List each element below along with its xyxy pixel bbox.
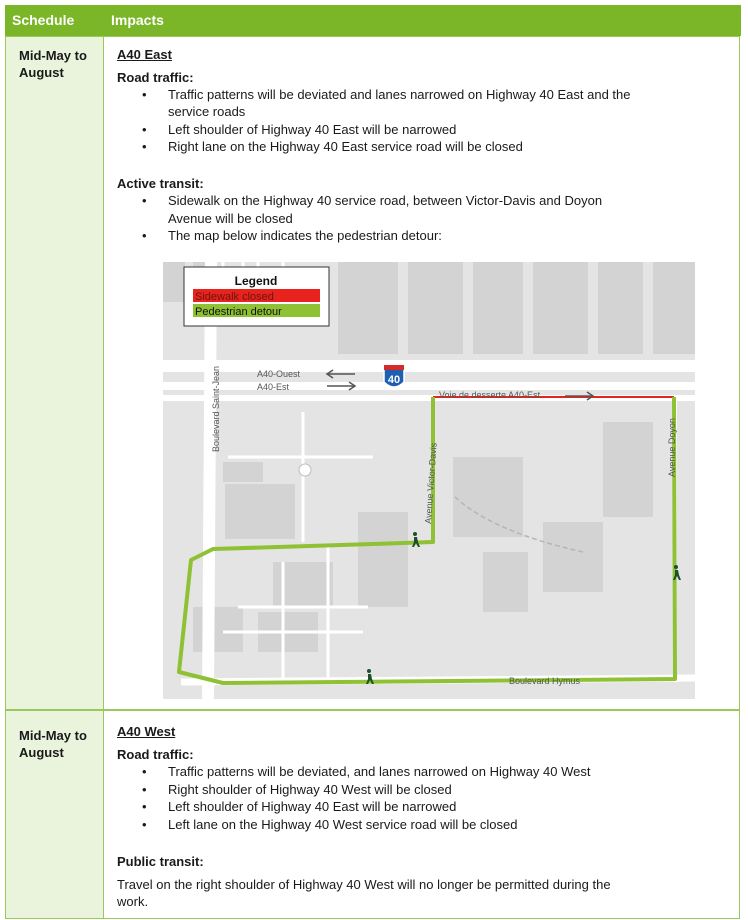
schedule-cell [6, 37, 104, 709]
list-item: Left lane on the Highway 40 West service road will be closed [168, 817, 518, 832]
list-item: Left shoulder of Highway 40 East will be narrowed [168, 799, 457, 814]
table-row-a40-west: Mid-May to August A40 West Road traffic: • Traffic patterns will be deviated, and lanes narrowed on Highway 40 West • Right shoulder of Highway 40 West will be closed • Left shoulder of Highway 40 East will be narrowed • Left lane on the Highway 40 West service road will be closed Public transit: Travel on the right shoulder of Highway 40 West will no longer be permitted during the work. [5, 710, 740, 919]
active-transit-heading: Active transit: [117, 176, 204, 191]
label-a40-ouest: A40-Ouest [257, 369, 301, 379]
shield-number: 40 [387, 374, 401, 386]
list-item: Avenue will be closed [168, 211, 293, 226]
table-header [5, 5, 741, 36]
road-traffic-heading: Road traffic: [117, 70, 194, 85]
section-title-a40-west: A40 West [117, 724, 176, 739]
list-item: Sidewalk on the Highway 40 service road, between Victor-Davis and Doyon [168, 193, 603, 208]
label-boulevard-hymus: Boulevard Hymus [509, 676, 581, 686]
schedule-cell [6, 711, 104, 918]
list-item: Right lane on the Highway 40 East service road will be closed [168, 139, 523, 154]
legend-sidewalk-closed: Sidewalk closed [195, 291, 274, 303]
detour-map [163, 262, 695, 699]
table-row-a40-east: Mid-May to August A40 East Road traffic: • Traffic patterns will be deviated and lanes narrowed on Highway 40 East and the service roads • Left shoulder of Highway 40 East will be narrowed • Right lane on the Highway 40 East service road will be closed Active transit: • Sidewalk on the Highway 40 service road, between Victor-Davis and Doyon Avenue will be closed • The map below indicates the pedestrian detour: [5, 36, 740, 710]
pedestrian-icon [412, 532, 420, 547]
list-item: Traffic patterns will be deviated, and lanes narrowed on Highway 40 West [168, 764, 591, 779]
schedule-text: Mid-May to August [19, 728, 87, 760]
list-item: Left shoulder of Highway 40 East will be narrowed [168, 122, 457, 137]
map-graphic [163, 262, 695, 699]
section-title-a40-east: A40 East [117, 47, 172, 62]
list-item: service roads [168, 104, 246, 119]
interstate-40-shield-icon [384, 365, 404, 387]
schedule-column-header: Schedule [12, 12, 75, 28]
public-transit-heading: Public transit: [117, 854, 204, 869]
roundabout [299, 464, 311, 476]
impacts-column-header: Impacts [111, 12, 164, 28]
map-legend [184, 267, 329, 326]
legend-title: Legend [234, 274, 278, 288]
legend-pedestrian-detour: Pedestrian detour [195, 306, 282, 318]
list-item: The map below indicates the pedestrian detour: [168, 228, 442, 243]
list-item: Traffic patterns will be deviated and lanes narrowed on Highway 40 East and the [168, 87, 631, 102]
public-transit-text: work. [117, 894, 149, 909]
schedule-text: Mid-May to August [19, 48, 87, 80]
public-transit-text: Travel on the right shoulder of Highway 40 West will no longer be permitted during the [117, 877, 611, 892]
label-a40-est: A40-Est [257, 382, 290, 392]
list-item: Right shoulder of Highway 40 West will be closed [168, 782, 452, 797]
label-service-road: Voie de desserte A40-Est [439, 390, 541, 400]
label-avenue-doyon: Avenue Doyon [667, 418, 677, 477]
label-avenue-victor-davis: Avenue Victor-Davis [423, 442, 439, 525]
road-traffic-heading: Road traffic: [117, 747, 194, 762]
label-boulevard-saint-jean: Boulevard Saint-Jean [211, 365, 221, 452]
